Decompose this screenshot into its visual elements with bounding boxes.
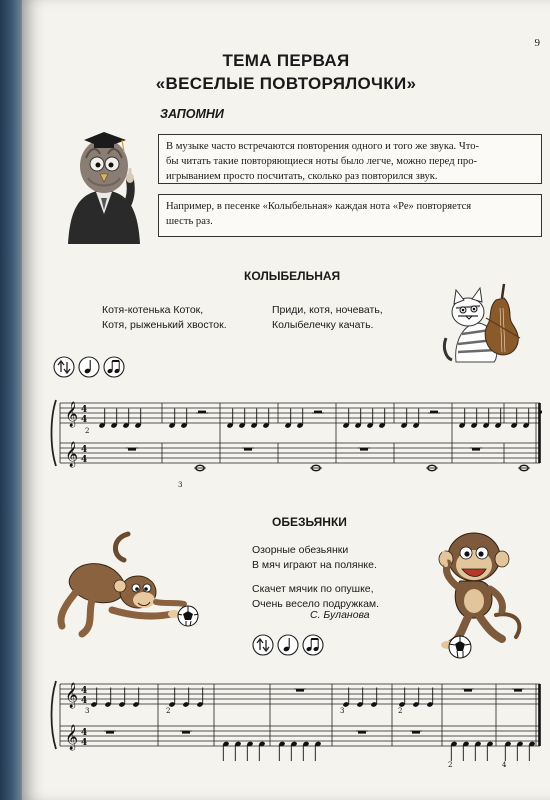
whole-rest [360,448,368,451]
teacher-owl-illustration [60,118,148,246]
whole-rest [464,689,472,692]
score-song2 [50,666,542,770]
whole-rest [244,448,252,451]
song2-lyric-line: Скачет мячик по опушке, [252,583,374,595]
eighth-notes-icon [303,635,323,655]
svg-text:4: 4 [81,738,88,748]
score-song1 [50,388,542,488]
rests [126,411,542,451]
whole-rest [412,731,420,734]
page-number: 9 [534,37,540,49]
cat-cello-illustration [442,278,524,364]
rule-line-1: В музыке часто встречаются повторения одного и того же звука. Что- [166,141,480,152]
svg-text:4: 4 [81,455,88,465]
fingering: 4 [502,761,507,769]
fingering: 3 [340,707,345,715]
svg-text:4: 4 [81,445,88,455]
whole-rest [182,731,190,734]
song1-lyrics-left [102,303,227,333]
rule-line-3: игрыванием просто посчитать, сколько раз повторился звук. [166,171,438,182]
example-line-1: Например, в песенке «Колыбельная» каждая нота «Ре» повторяется [166,201,472,212]
soccer-ball-icon [178,606,198,626]
fingering: 2 [85,427,90,435]
fingering: 2 [448,761,453,769]
song1-lyric-line: Котя-котенька Коток, [102,304,204,316]
stanza-gap [252,573,379,582]
monkey-right-illustration [422,525,532,665]
song2-title: ОБЕЗЬЯНКИ [272,515,347,529]
monkey-ball-illustration [52,530,202,642]
fingering: 2 [398,707,403,715]
song1-lyric-line: Котя, рыженький хвосток. [102,319,227,331]
song2-lyrics [252,543,379,612]
song1-title: КОЛЫБЕЛЬНАЯ [244,269,341,283]
whole-rest [358,731,366,734]
rhythm-icons-2 [252,633,332,657]
example-box [158,194,542,237]
soccer-ball-icon [449,636,471,658]
rule-box [158,134,542,184]
svg-text:𝄞: 𝄞 [65,725,79,750]
rhythm-icons-1 [53,355,133,379]
svg-text:4: 4 [81,696,88,706]
whole-rest [472,448,480,451]
fingering: 2 [166,707,171,715]
poem-author: С. Буланова [310,609,370,621]
svg-text:4: 4 [81,686,88,696]
repeat-arrows-icon [253,635,273,655]
whole-rest [296,689,304,692]
fingering: 3 [85,707,90,715]
remember-heading: ЗАПОМНИ [160,107,224,121]
song1-lyric-line: Приди, котя, ночевать, [272,304,383,316]
topic-title-line1: ТЕМА ПЕРВАЯ [222,51,350,70]
svg-text:4: 4 [81,405,88,415]
svg-text:4: 4 [81,728,88,738]
example-line-2: шесть раз. [166,216,213,227]
eighth-notes-icon [104,357,124,377]
song1-lyrics-right [272,303,383,333]
rule-line-2: бы читать такие повторяющиеся ноты было легче, можно перед про- [166,156,478,167]
whole-rest [514,689,522,692]
svg-text:𝄞: 𝄞 [65,402,79,427]
notes [90,688,535,762]
song2-lyric-line: Озорные обезьянки [252,544,349,556]
book-page [22,0,550,800]
svg-text:4: 4 [81,415,88,425]
quarter-note-icon [79,357,99,377]
whole-rest [106,731,114,734]
fingering: 3 [178,481,183,488]
song2-lyric-line: В мяч играют на полянке. [252,559,377,571]
song1-lyric-line: Колыбелечку качать. [272,319,374,331]
svg-text:𝄞: 𝄞 [65,442,79,467]
svg-text:𝄞: 𝄞 [65,683,79,708]
lower-staff-whole-notes [194,465,530,470]
topic-title-line2: «ВЕСЕЛЫЕ ПОВТОРЯЛОЧКИ» [155,74,417,93]
quarter-note-icon [278,635,298,655]
repeat-arrows-icon [54,357,74,377]
song2-lyric-line: Очень весело подружкам. [252,598,380,610]
whole-rest [128,448,136,451]
